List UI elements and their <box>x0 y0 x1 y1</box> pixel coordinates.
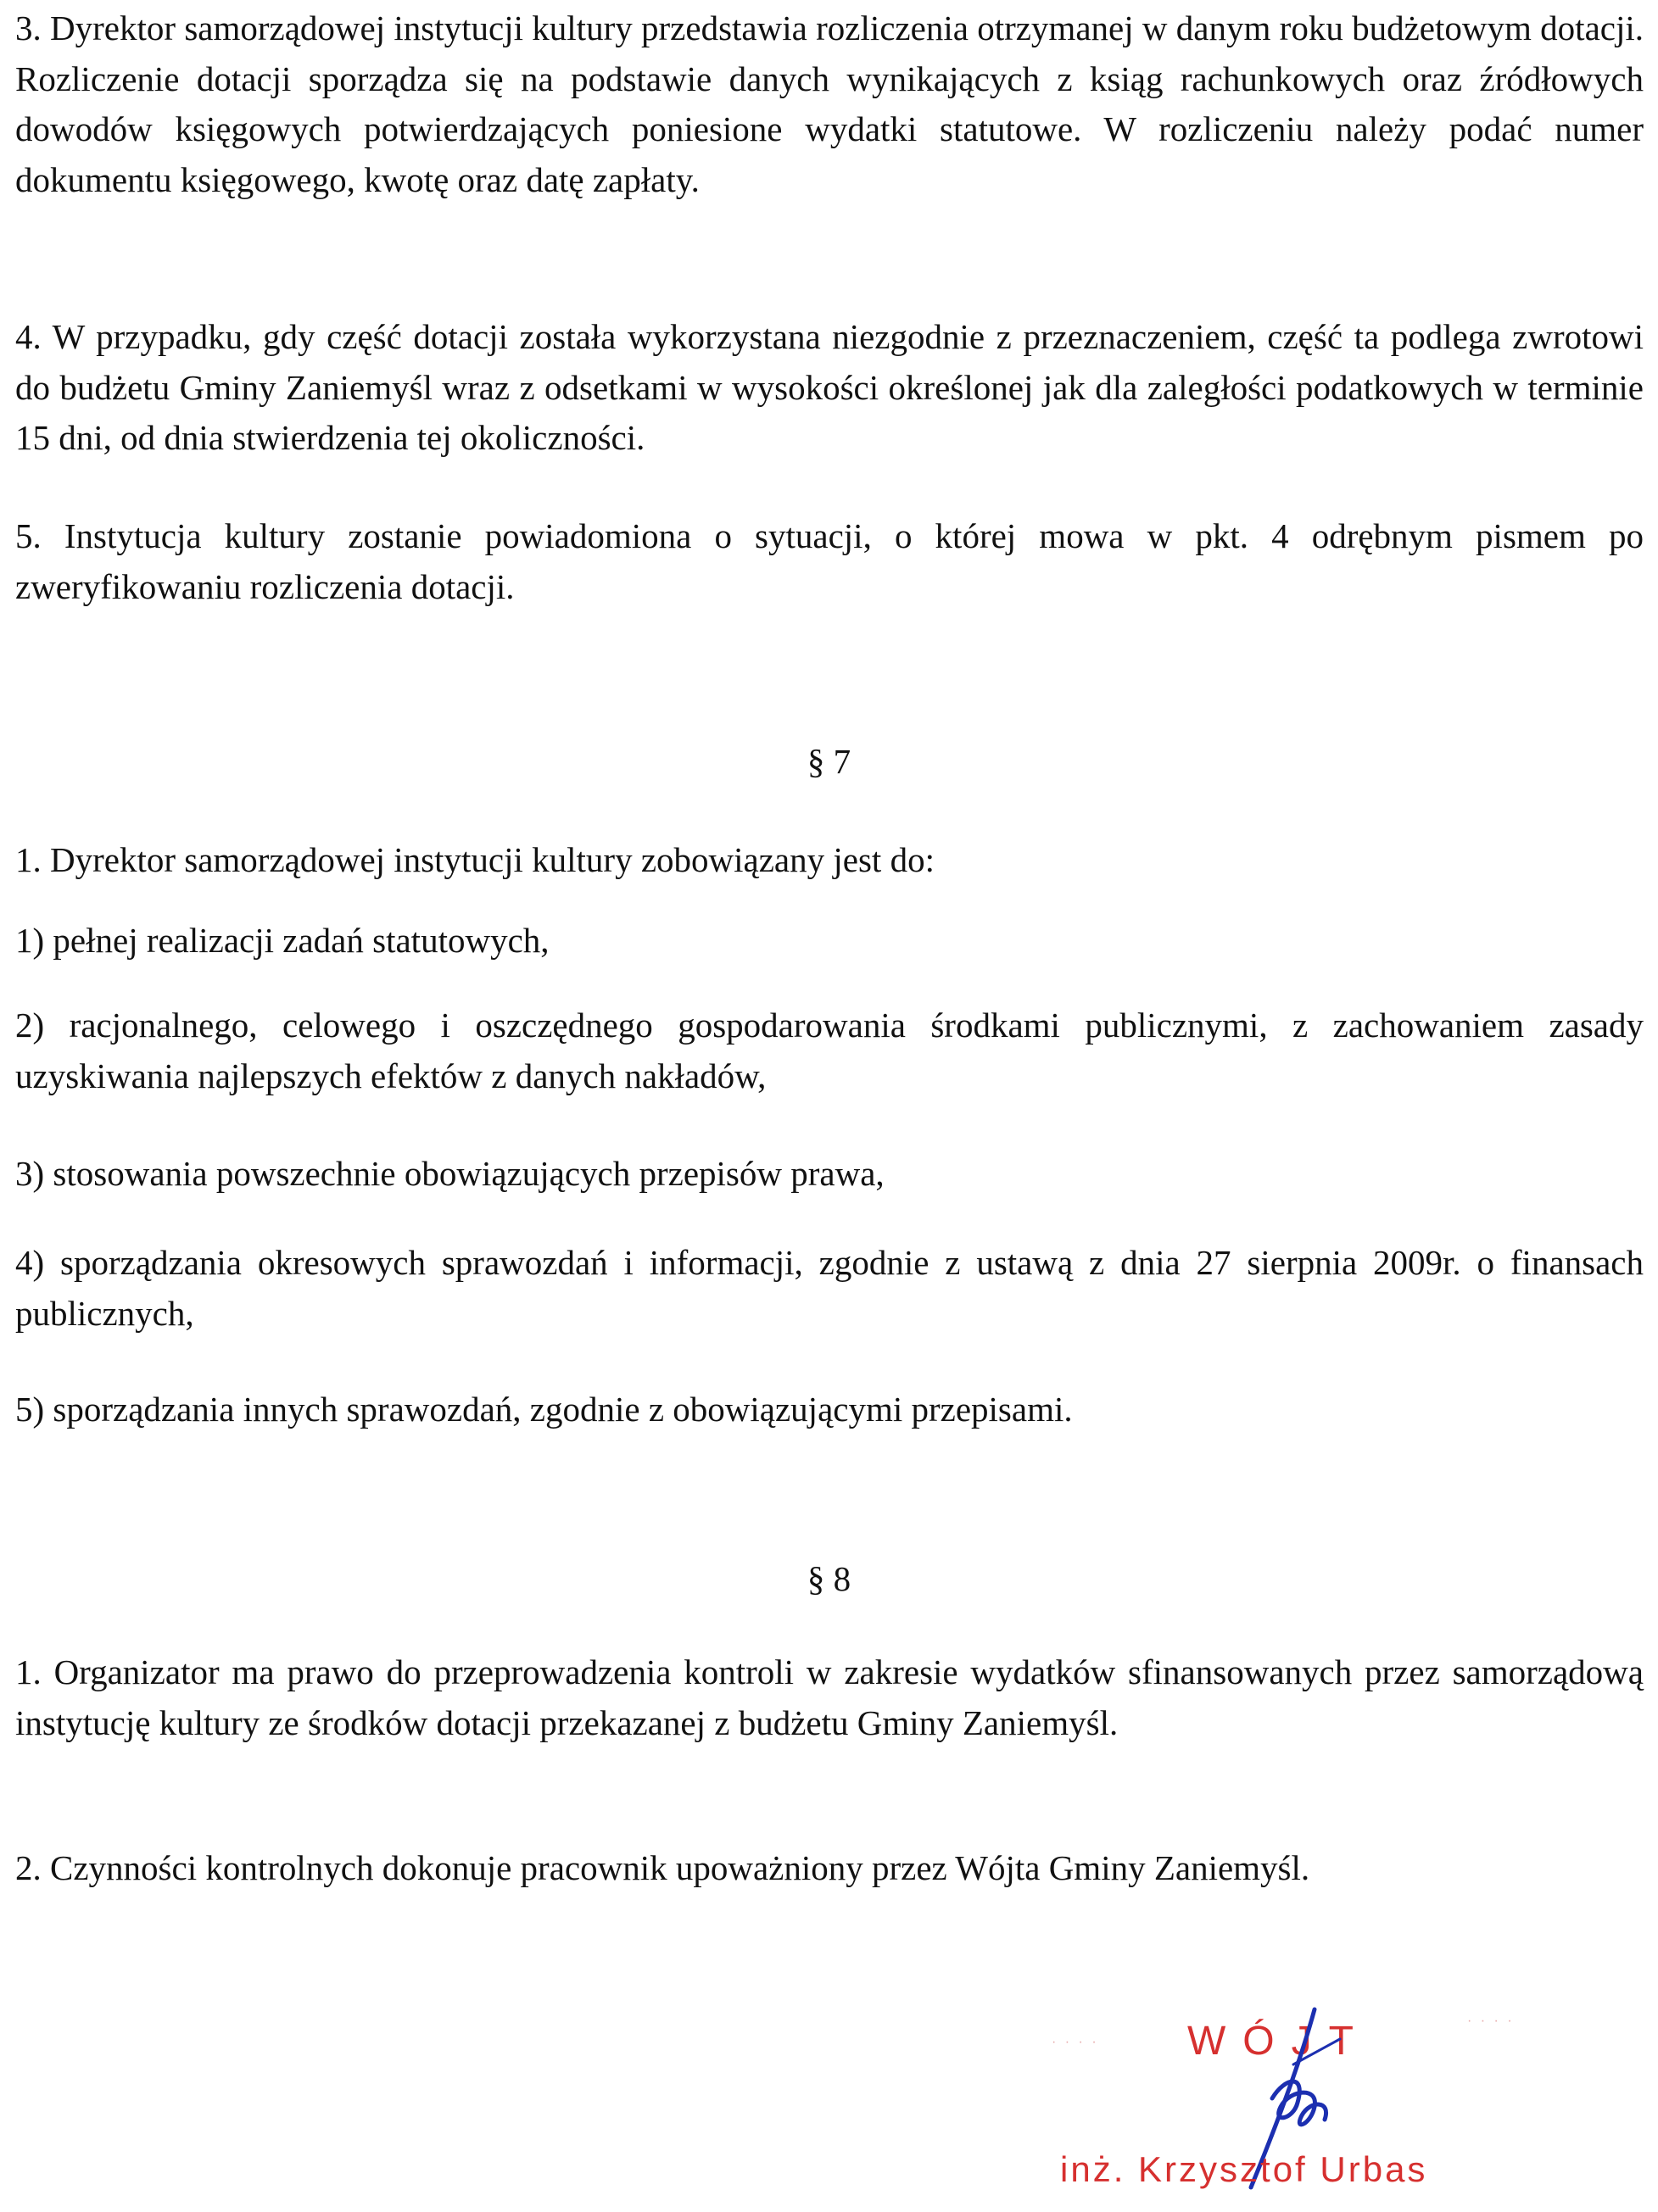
section-7-item-1-5: 5) sporządzania innych sprawozdań, zgodnie z obowiązującymi przepisami. <box>15 1390 1073 1429</box>
stamp-title: WÓJT <box>1187 2019 1371 2064</box>
section-8-item-1: 1. Organizator ma prawo do przeprowadzenia kontroli w zakresie wydatków sfinansowanych przez samorządową instytucję kultury ze środków dotacji przekazanej z budżetu Gminy Zaniemyśl. <box>15 1652 1644 1742</box>
section-7-item-1-3: 3) stosowania powszechnie obowiązujących przepisów prawa, <box>15 1154 885 1193</box>
section-7-item-1-4: 4) sporządzania okresowych sprawozdań i informacji, zgodnie z ustawą z dnia 27 sierpnia 2009r. o finansach publicznych, <box>15 1243 1644 1333</box>
section-7-heading: § 7 <box>807 742 851 781</box>
section-7-item-1-1: 1) pełnej realizacji zadań statutowych, <box>15 921 550 960</box>
stamp-dots-right: · · · · <box>1467 2014 1515 2028</box>
stamp-dots-left: · · · · <box>1052 2035 1099 2049</box>
official-stamp <box>1001 1997 1594 2209</box>
stamp-name: inż. Krzysztof Urbas <box>1060 2149 1428 2189</box>
section-7-item-1: 1. Dyrektor samorządowej instytucji kultury zobowiązany jest do: <box>15 840 935 879</box>
paragraph-4: 4. W przypadku, gdy część dotacji została wykorzystana niezgodnie z przeznaczeniem, część ta podlega zwrotowi do budżetu Gminy Zaniemyśl wraz z odsetkami w wysokości określonej jak dla zaległości podatkowych w terminie 15 dni, od dnia stwierdzenia tej okoliczności. <box>15 317 1644 457</box>
paragraph-5: 5. Instytucja kultury zostanie powiadomiona o sytuacji, o której mowa w pkt. 4 odrębnym pismem po zweryfikowaniu rozliczenia dotacji. <box>15 516 1644 606</box>
section-7-item-1-2: 2) racjonalnego, celowego i oszczędnego gospodarowania środkami publicznymi, z zachowaniem zasady uzyskiwania najlepszych efektów z danych nakładów, <box>15 1006 1644 1095</box>
paragraph-3: 3. Dyrektor samorządowej instytucji kultury przedstawia rozliczenia otrzymanej w danym roku budżetowym dotacji. Rozliczenie dotacji sporządza się na podstawie danych wynikających z ksiąg rachunkowych oraz źródłowych dowodów księgowych potwierdzających poniesione wydatki statutowe. W rozliczeniu należy podać numer dokumentu księgowego, kwotę oraz datę zapłaty. <box>15 8 1644 199</box>
section-8-item-2: 2. Czynności kontrolnych dokonuje pracownik upoważniony przez Wójta Gminy Zaniemyśl. <box>15 1848 1310 1887</box>
section-8-heading: § 8 <box>807 1559 851 1598</box>
